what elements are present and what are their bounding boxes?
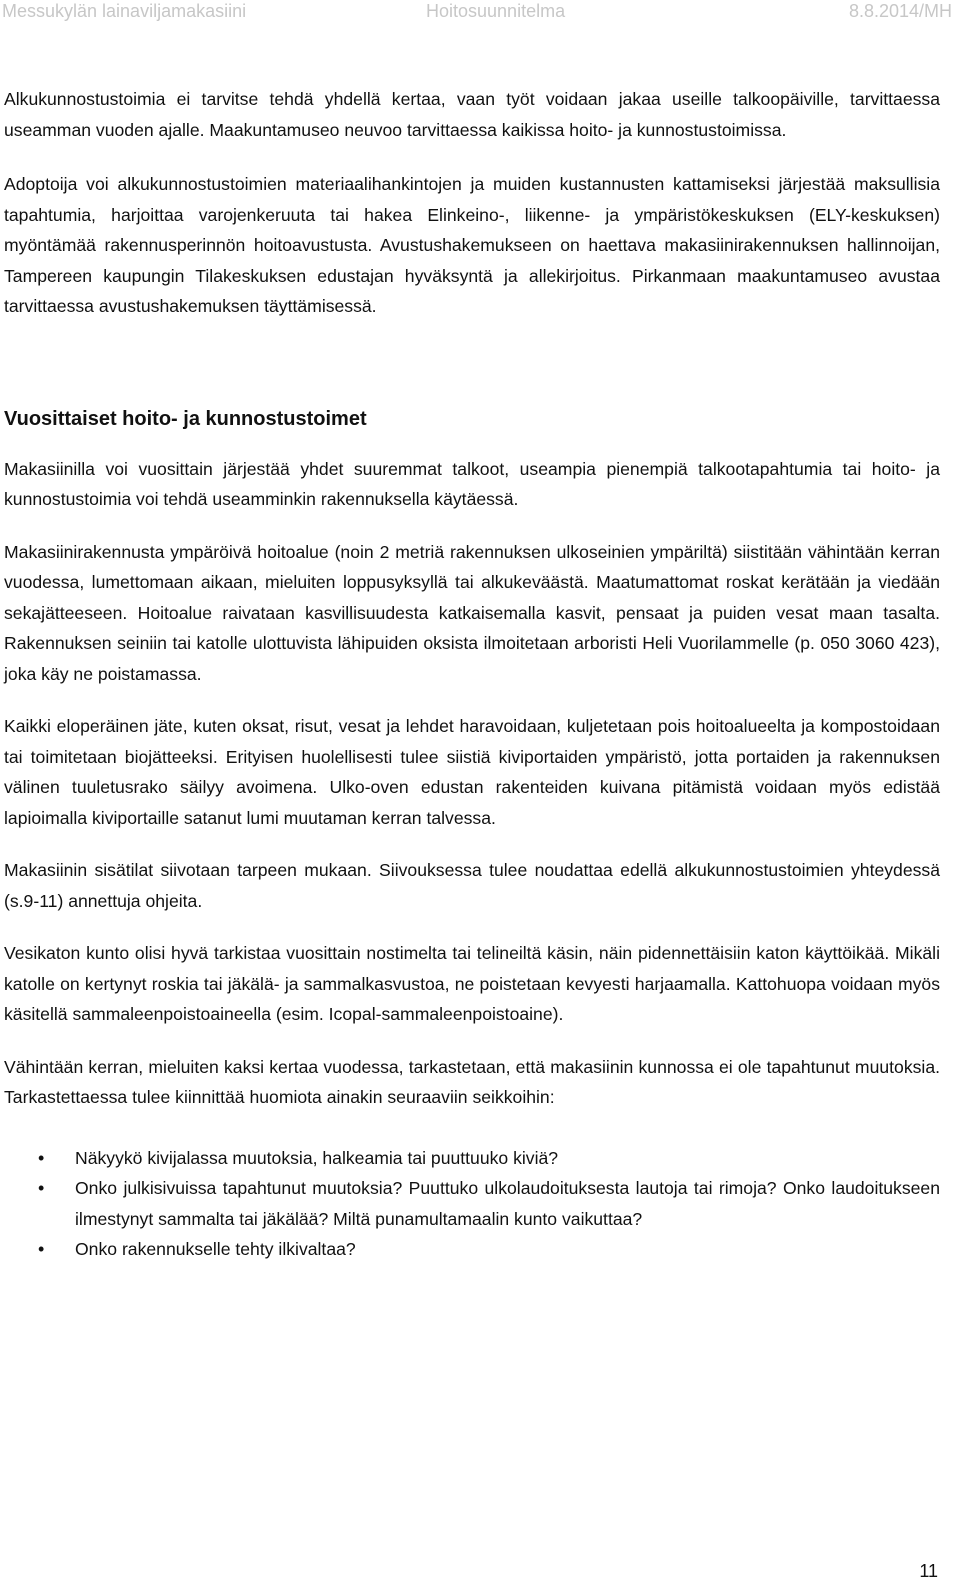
list-item-text: Onko julkisivuissa tapahtunut muutoksia? Puuttuko ulkolaudoituksesta lautoja tai rimoja? Onko laudoitukseen ilmestynyt sammalta tai jäkälää? Miltä punamultamaalin kunto vaikuttaa? <box>75 1178 940 1229</box>
bullet-icon: • <box>38 1147 45 1168</box>
section-heading: Vuosittaiset hoito- ja kunnostustoimet <box>4 407 367 430</box>
list-item <box>4 1143 940 1174</box>
paragraph-inspection: Vähintään kerran, mieluiten kaksi kertaa vuodessa, tarkastetaan, että makasiinin kunnossa ei ole tapahtunut muutoksia. Tarkastettaessa tulee kiinnittää huomiota ainakin seuraaviin seikkoihin: <box>4 1056 940 1107</box>
header-date: 8.8.2014/MH <box>848 1 952 21</box>
paragraph-initial-restoration: Alkukunnostustoimia ei tarvitse tehdä yhdellä kertaa, vaan työt voidaan jakaa useille talkoopäiville, tarvittaessa useamman vuoden ajalle. Maakuntamuseo neuvoo tarvittaessa kaikissa hoito- ja kunnostustoimissa. <box>4 89 940 140</box>
bullet-icon: • <box>38 1178 45 1198</box>
paragraph-funding: Adoptoija voi alkukunnostustoimien materiaalihankintojen ja muiden kustannusten kattamiseksi järjestää maksullisia tapahtumia, harjoittaa varojenkeruuta tai hakea Elinkeino-, liikenne- ja ympäristökeskuksen (ELY-keskuksen) myöntämää rakennusperinnön hoitoavustusta. Avustushakemukseen on haettava makasiinirakennuksen hallinnoijan, Tampereen kaupungin Tilakeskuksen edustajan hyväksyntä ja allekirjoitus. Pirkanmaan maakuntamuseo avustaa tarvittaessa avustushakemuksen täyttämisessä. <box>4 174 940 316</box>
list-item <box>4 1234 940 1265</box>
page-number: 11 <box>919 1561 938 1581</box>
inspection-checklist <box>4 1143 940 1265</box>
document-body <box>4 84 940 1265</box>
list-item-text: Näkyykö kivijalassa muutoksia, halkeamia tai puuttuuko kiviä? <box>75 1147 559 1168</box>
header-document-owner: Messukylän lainaviljamakasiini <box>2 1 247 21</box>
list-item-text: Onko rakennukselle tehty ilkivaltaa? <box>75 1239 356 1259</box>
paragraph-interior-cleaning: Makasiinin sisätilat siivotaan tarpeen mukaan. Siivouksessa tulee noudattaa edellä alkukunnostustoimien yhteydessä (s.9-11) annettuja ohjeita. <box>4 860 940 911</box>
list-item <box>4 1173 940 1234</box>
paragraph-roof-check: Vesikaton kunto olisi hyvä tarkistaa vuosittain nostimelta tai telineiltä käsin, näin pidennettäisiin katon käyttöikää. Mikäli katolle on kertynyt roskia tai jäkälä- ja sammalkasvustoa, ne poistetaan kevyesti harjaamalla. Kattohuopa voidaan myös käsitellä sammaleenpoistoaineella (esim. Icopal-sammaleenpoistoaine). <box>4 943 940 1024</box>
paragraph-yearly-events: Makasiinilla voi vuosittain järjestää yhdet suuremmat talkoot, useampia pienempiä talkootapahtumia tai hoito- ja kunnostustoimia voi tehdä useamminkin rakennuksella käytäessä. <box>4 458 940 509</box>
header-document-title: Hoitosuunnitelma <box>426 1 566 21</box>
paragraph-maintenance-area: Makasiinirakennusta ympäröivä hoitoalue (noin 2 metriä rakennuksen ulkoseinien ympäriltä) siistitään vähintään kerran vuodessa, lumettomaan aikaan, mieluiten loppusyksyllä tai alkukeväästä. Maatumattomat roskat kerätään ja viedään sekajätteeseen. Hoitoalue raivataan kasvillisuudesta katkaisemalla kasvit, pensaat ja puiden vesat maan tasalta. Rakennuksen seiniin tai katolle ulottuvista lähipuiden oksista ilmoitetaan arboristi Heli Vuorilammelle (p. 050 3060 423), joka käy ne poistamassa. <box>4 541 940 684</box>
bullet-icon: • <box>38 1239 45 1259</box>
page-header <box>0 0 960 30</box>
paragraph-organic-waste: Kaikki eloperäinen jäte, kuten oksat, risut, vesat ja lehdet haravoidaan, kuljetetaan pois hoitoalueelta ja kompostoidaan tai toimitetaan biojätteeksi. Erityisen huolellisesti tulee siistiä kiviportaiden ympäristö, jotta portaiden ja rakennuksen välinen tuuletusrako säilyy avoimena. Ulko-oven edustan rakenteiden kuivana pitämistä voidaan myös edistää lapioimalla kiviportaille satanut lumi muutaman kerran talvessa. <box>4 716 940 828</box>
